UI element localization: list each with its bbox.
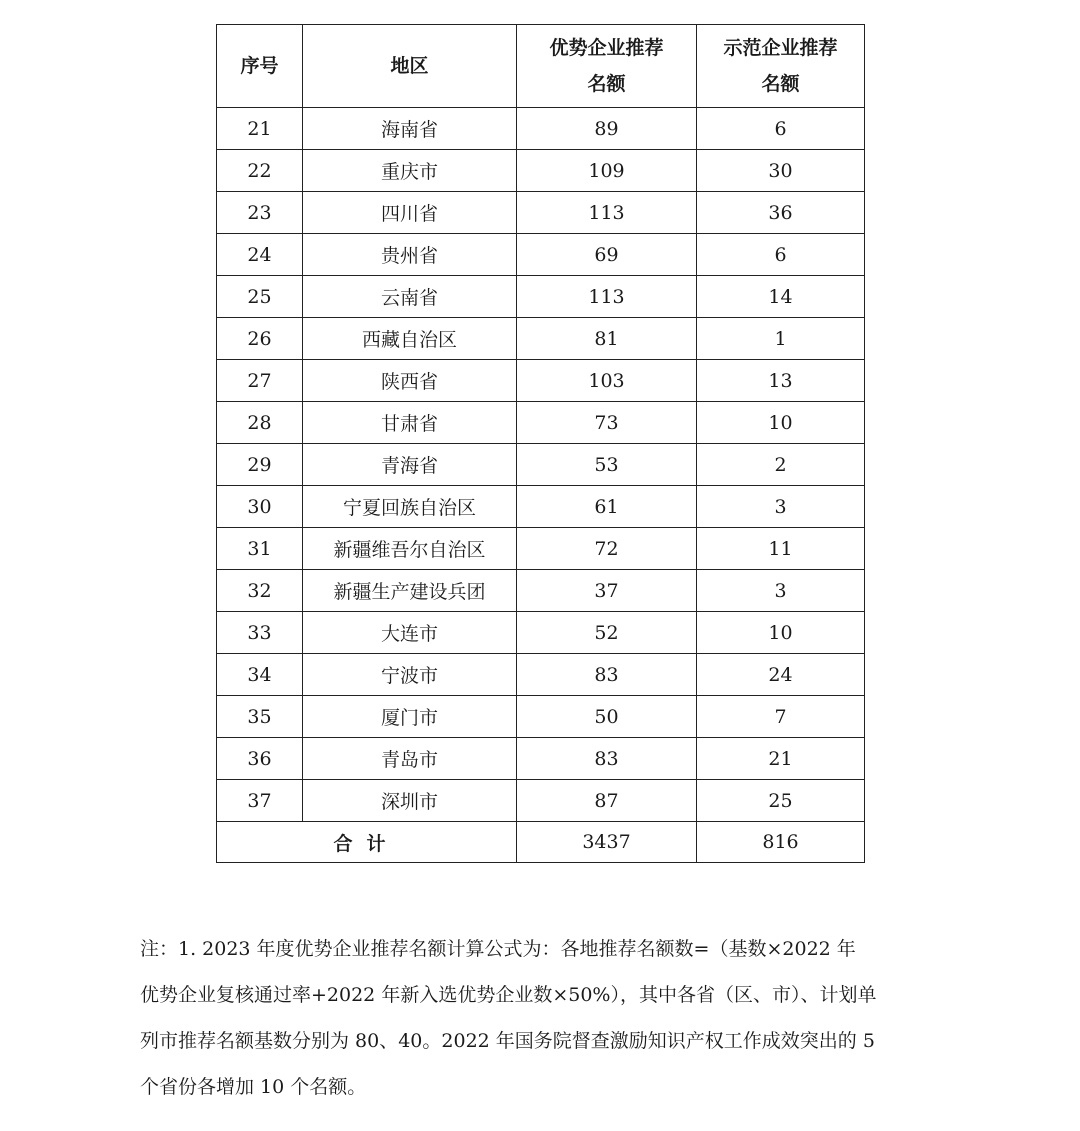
cell-seq: 26 — [217, 318, 303, 360]
table-row — [217, 318, 865, 360]
footnote-line: 注：1. 2023 年度优势企业推荐名额计算公式为：各地推荐名额数=（基数×2022 年 — [140, 938, 856, 960]
quota-table — [216, 24, 865, 863]
cell-region: 青岛市 — [303, 738, 517, 780]
table-row — [217, 486, 865, 528]
cell-region: 海南省 — [303, 108, 517, 150]
table-row — [217, 654, 865, 696]
table-row — [217, 360, 865, 402]
table-row — [217, 402, 865, 444]
cell-seq: 37 — [217, 780, 303, 822]
total-advantage: 3437 — [517, 822, 697, 863]
cell-advantage-quota: 87 — [517, 780, 697, 822]
table-footer — [217, 822, 865, 863]
total-label: 合计 — [217, 822, 517, 863]
cell-advantage-quota: 61 — [517, 486, 697, 528]
cell-seq: 31 — [217, 528, 303, 570]
cell-seq: 25 — [217, 276, 303, 318]
cell-region: 新疆维吾尔自治区 — [303, 528, 517, 570]
cell-advantage-quota: 69 — [517, 234, 697, 276]
header-row — [217, 25, 865, 108]
footnote-line: 列市推荐名额基数分别为 80、40。2022 年国务院督查激励知识产权工作成效突出的 5 — [140, 1030, 875, 1052]
cell-advantage-quota: 72 — [517, 528, 697, 570]
cell-demo-quota: 1 — [697, 318, 865, 360]
cell-seq: 36 — [217, 738, 303, 780]
cell-demo-quota: 6 — [697, 108, 865, 150]
cell-advantage-quota: 109 — [517, 150, 697, 192]
cell-region: 深圳市 — [303, 780, 517, 822]
header-advantage-line2: 名额 — [587, 73, 626, 95]
cell-demo-quota: 24 — [697, 654, 865, 696]
header-seq: 序号 — [217, 25, 303, 108]
cell-region: 宁波市 — [303, 654, 517, 696]
footnote-line: 个省份各增加 10 个名额。 — [140, 1076, 367, 1098]
cell-demo-quota: 14 — [697, 276, 865, 318]
total-row — [217, 822, 865, 863]
table-row — [217, 444, 865, 486]
table-row — [217, 612, 865, 654]
cell-advantage-quota: 113 — [517, 276, 697, 318]
table-row — [217, 780, 865, 822]
cell-seq: 35 — [217, 696, 303, 738]
cell-advantage-quota: 83 — [517, 654, 697, 696]
cell-demo-quota: 10 — [697, 402, 865, 444]
cell-demo-quota: 25 — [697, 780, 865, 822]
cell-region: 新疆生产建设兵团 — [303, 570, 517, 612]
table-row — [217, 234, 865, 276]
cell-region: 贵州省 — [303, 234, 517, 276]
total-demo: 816 — [697, 822, 865, 863]
cell-demo-quota: 36 — [697, 192, 865, 234]
cell-seq: 27 — [217, 360, 303, 402]
cell-advantage-quota: 37 — [517, 570, 697, 612]
cell-demo-quota: 10 — [697, 612, 865, 654]
header-demo-line1: 示范企业推荐 — [723, 37, 838, 59]
cell-region: 重庆市 — [303, 150, 517, 192]
cell-demo-quota: 30 — [697, 150, 865, 192]
cell-demo-quota: 11 — [697, 528, 865, 570]
cell-demo-quota: 6 — [697, 234, 865, 276]
cell-region: 宁夏回族自治区 — [303, 486, 517, 528]
cell-demo-quota: 21 — [697, 738, 865, 780]
header-demo-quota — [697, 25, 865, 108]
table-row — [217, 276, 865, 318]
footnote — [140, 926, 950, 1110]
cell-seq: 24 — [217, 234, 303, 276]
cell-region: 青海省 — [303, 444, 517, 486]
header-region: 地区 — [303, 25, 517, 108]
header-advantage-quota — [517, 25, 697, 108]
cell-seq: 34 — [217, 654, 303, 696]
cell-advantage-quota: 89 — [517, 108, 697, 150]
table-row — [217, 108, 865, 150]
table-row — [217, 528, 865, 570]
cell-demo-quota: 3 — [697, 570, 865, 612]
cell-region: 陕西省 — [303, 360, 517, 402]
table-row — [217, 192, 865, 234]
cell-region: 厦门市 — [303, 696, 517, 738]
cell-advantage-quota: 81 — [517, 318, 697, 360]
table-row — [217, 696, 865, 738]
header-advantage-line1: 优势企业推荐 — [549, 37, 664, 59]
cell-seq: 33 — [217, 612, 303, 654]
cell-demo-quota: 3 — [697, 486, 865, 528]
cell-advantage-quota: 53 — [517, 444, 697, 486]
cell-region: 甘肃省 — [303, 402, 517, 444]
cell-advantage-quota: 103 — [517, 360, 697, 402]
table-header — [217, 25, 865, 108]
cell-advantage-quota: 83 — [517, 738, 697, 780]
cell-demo-quota: 2 — [697, 444, 865, 486]
cell-advantage-quota: 52 — [517, 612, 697, 654]
cell-seq: 28 — [217, 402, 303, 444]
cell-seq: 32 — [217, 570, 303, 612]
footnote-line: 优势企业复核通过率+2022 年新入选优势企业数×50%），其中各省（区、市）、计划单 — [140, 984, 877, 1006]
cell-region: 大连市 — [303, 612, 517, 654]
cell-seq: 21 — [217, 108, 303, 150]
cell-region: 四川省 — [303, 192, 517, 234]
cell-seq: 29 — [217, 444, 303, 486]
cell-region: 西藏自治区 — [303, 318, 517, 360]
cell-demo-quota: 7 — [697, 696, 865, 738]
table-body — [217, 108, 865, 822]
header-demo-line2: 名额 — [761, 73, 800, 95]
cell-advantage-quota: 113 — [517, 192, 697, 234]
table-row — [217, 150, 865, 192]
cell-advantage-quota: 73 — [517, 402, 697, 444]
table-row — [217, 738, 865, 780]
cell-demo-quota: 13 — [697, 360, 865, 402]
cell-seq: 23 — [217, 192, 303, 234]
table-row — [217, 570, 865, 612]
cell-seq: 22 — [217, 150, 303, 192]
cell-region: 云南省 — [303, 276, 517, 318]
cell-advantage-quota: 50 — [517, 696, 697, 738]
cell-seq: 30 — [217, 486, 303, 528]
